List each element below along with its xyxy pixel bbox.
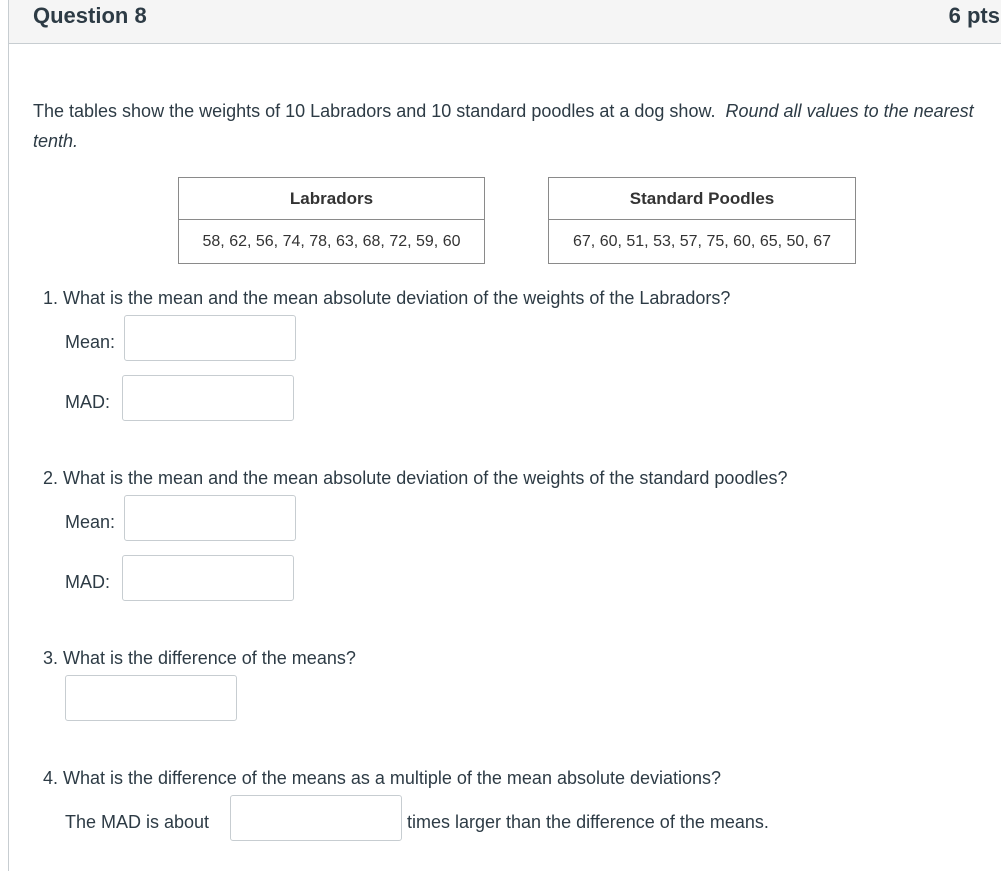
q4-suffix-text: times larger than the difference of the means. xyxy=(407,812,769,832)
q2-text: 2. What is the mean and the mean absolute deviation of the weights of the standard poodles? xyxy=(43,468,788,488)
q4-answer-input[interactable] xyxy=(230,795,402,841)
question-header xyxy=(9,0,1001,44)
question-card xyxy=(8,0,1001,871)
question-points: 6 pts xyxy=(948,3,1000,28)
q4-text: 4. What is the difference of the means as a multiple of the mean absolute deviations? xyxy=(43,768,722,788)
q2-mad-label: MAD: xyxy=(65,572,110,592)
q4-prefix-text: The MAD is about xyxy=(65,812,210,832)
q2-mean-label: Mean: xyxy=(65,512,116,532)
labradors-table-header: Labradors xyxy=(179,178,485,220)
q1-mean-label: Mean: xyxy=(65,332,116,352)
q1-mad-label: MAD: xyxy=(65,392,110,412)
poodles-weights: 67, 60, 51, 53, 57, 75, 60, 65, 50, 67 xyxy=(549,220,856,264)
q3-answer-input[interactable] xyxy=(65,675,237,721)
q1-mad-input[interactable] xyxy=(122,375,294,421)
question-intro xyxy=(33,96,983,156)
labradors-table xyxy=(178,177,485,264)
intro-text: The tables show the weights of 10 Labradors and 10 standard poodles at a dog show. xyxy=(33,101,716,121)
question-title: Question 8 xyxy=(33,3,147,28)
poodles-table xyxy=(548,177,856,264)
q2-mean-input[interactable] xyxy=(124,495,296,541)
poodles-table-header: Standard Poodles xyxy=(549,178,856,220)
intro-instruction: Round all values to the nearest tenth. xyxy=(33,101,974,151)
q1-text: 1. What is the mean and the mean absolute deviation of the weights of the Labradors? xyxy=(43,288,731,308)
q1-mean-input[interactable] xyxy=(124,315,296,361)
q2-mad-input[interactable] xyxy=(122,555,294,601)
labradors-weights: 58, 62, 56, 74, 78, 63, 68, 72, 59, 60 xyxy=(179,220,485,264)
q3-text: 3. What is the difference of the means? xyxy=(43,648,356,668)
